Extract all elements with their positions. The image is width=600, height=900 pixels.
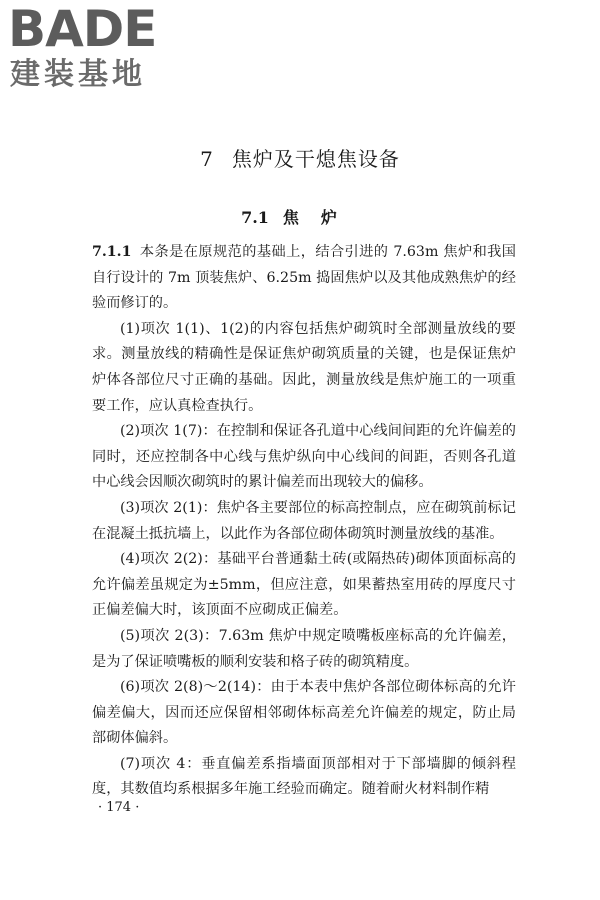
chapter-title — [0, 146, 600, 172]
paragraph: (3)项次 2(1)：焦炉各主要部位的标高控制点，应在砌筑前标记在混凝土抵抗墙上，以此作为各部位砌体砌筑时测量放线的基准。 — [92, 499, 516, 542]
bade-logo — [8, 0, 178, 94]
paragraph: (1)项次 1(1)、1(2)的内容包括焦炉砌筑时全部测量放线的要求。测量放线的精确性是保证焦炉砌筑质量的关键，也是保证焦炉炉体各部位尺寸正确的基础。因此，测量放线是焦炉施工的一项重要工作，应认真检查执行。 — [92, 320, 516, 414]
paragraph: (2)项次 1(7)：在控制和保证各孔道中心线间间距的允许偏差的同时，还应控制各中心线与焦炉纵向中心线间的间距，否则各孔道中心线会因顺次砌筑时的累计偏差而出现较大的偏移。 — [92, 423, 516, 491]
paragraph: (7)项次 4：垂直偏差系指墙面顶部相对于下部墙脚的倾斜程度，其数值均系根据多年施工经验而确定。随着耐火材料制作精 — [92, 755, 516, 798]
paragraph: (5)项次 2(3)：7.63m 焦炉中规定喷嘴板座标高的允许偏差，是为了保证喷嘴板的顺利安装和格子砖的砌筑精度。 — [92, 627, 516, 670]
clause-number: 7.1.1 — [92, 244, 132, 260]
paragraph — [92, 240, 516, 317]
page-number: · 174 · — [98, 800, 140, 815]
paragraph: (6)项次 2(8)～2(14)：由于本表中焦炉各部位砌体标高的允许偏差偏大，因而还应保留相邻砌体标高差允许偏差的规定，防止局部砌体偏斜。 — [92, 679, 516, 747]
clause-body — [92, 240, 516, 803]
chapter-number: 7 — [200, 147, 214, 171]
section-number: 7.1 — [241, 208, 269, 227]
logo-wordmark: BADE — [8, 0, 157, 58]
chapter-title-text: 焦炉及干熄焦设备 — [231, 147, 400, 171]
section-title — [0, 208, 600, 228]
paragraph-text: 本条是在原规范的基础上，结合引进的 7.63m 焦炉和我国自行设计的 7m 顶装焦炉、6.25m 捣固焦炉以及其他成熟焦炉的经验而修订的。 — [92, 244, 516, 312]
logo-chinese-text: 建装基地 — [10, 57, 146, 92]
section-title-text: 焦炉 — [282, 208, 359, 227]
paragraph: (4)项次 2(2)：基础平台普通黏土砖(或隔热砖)砌体顶面标高的允许偏差虽规定为±5mm，但应注意，如果蓄热室用砖的厚度尺寸正偏差偏大时，该顶面不应砌成正偏差。 — [92, 551, 516, 619]
